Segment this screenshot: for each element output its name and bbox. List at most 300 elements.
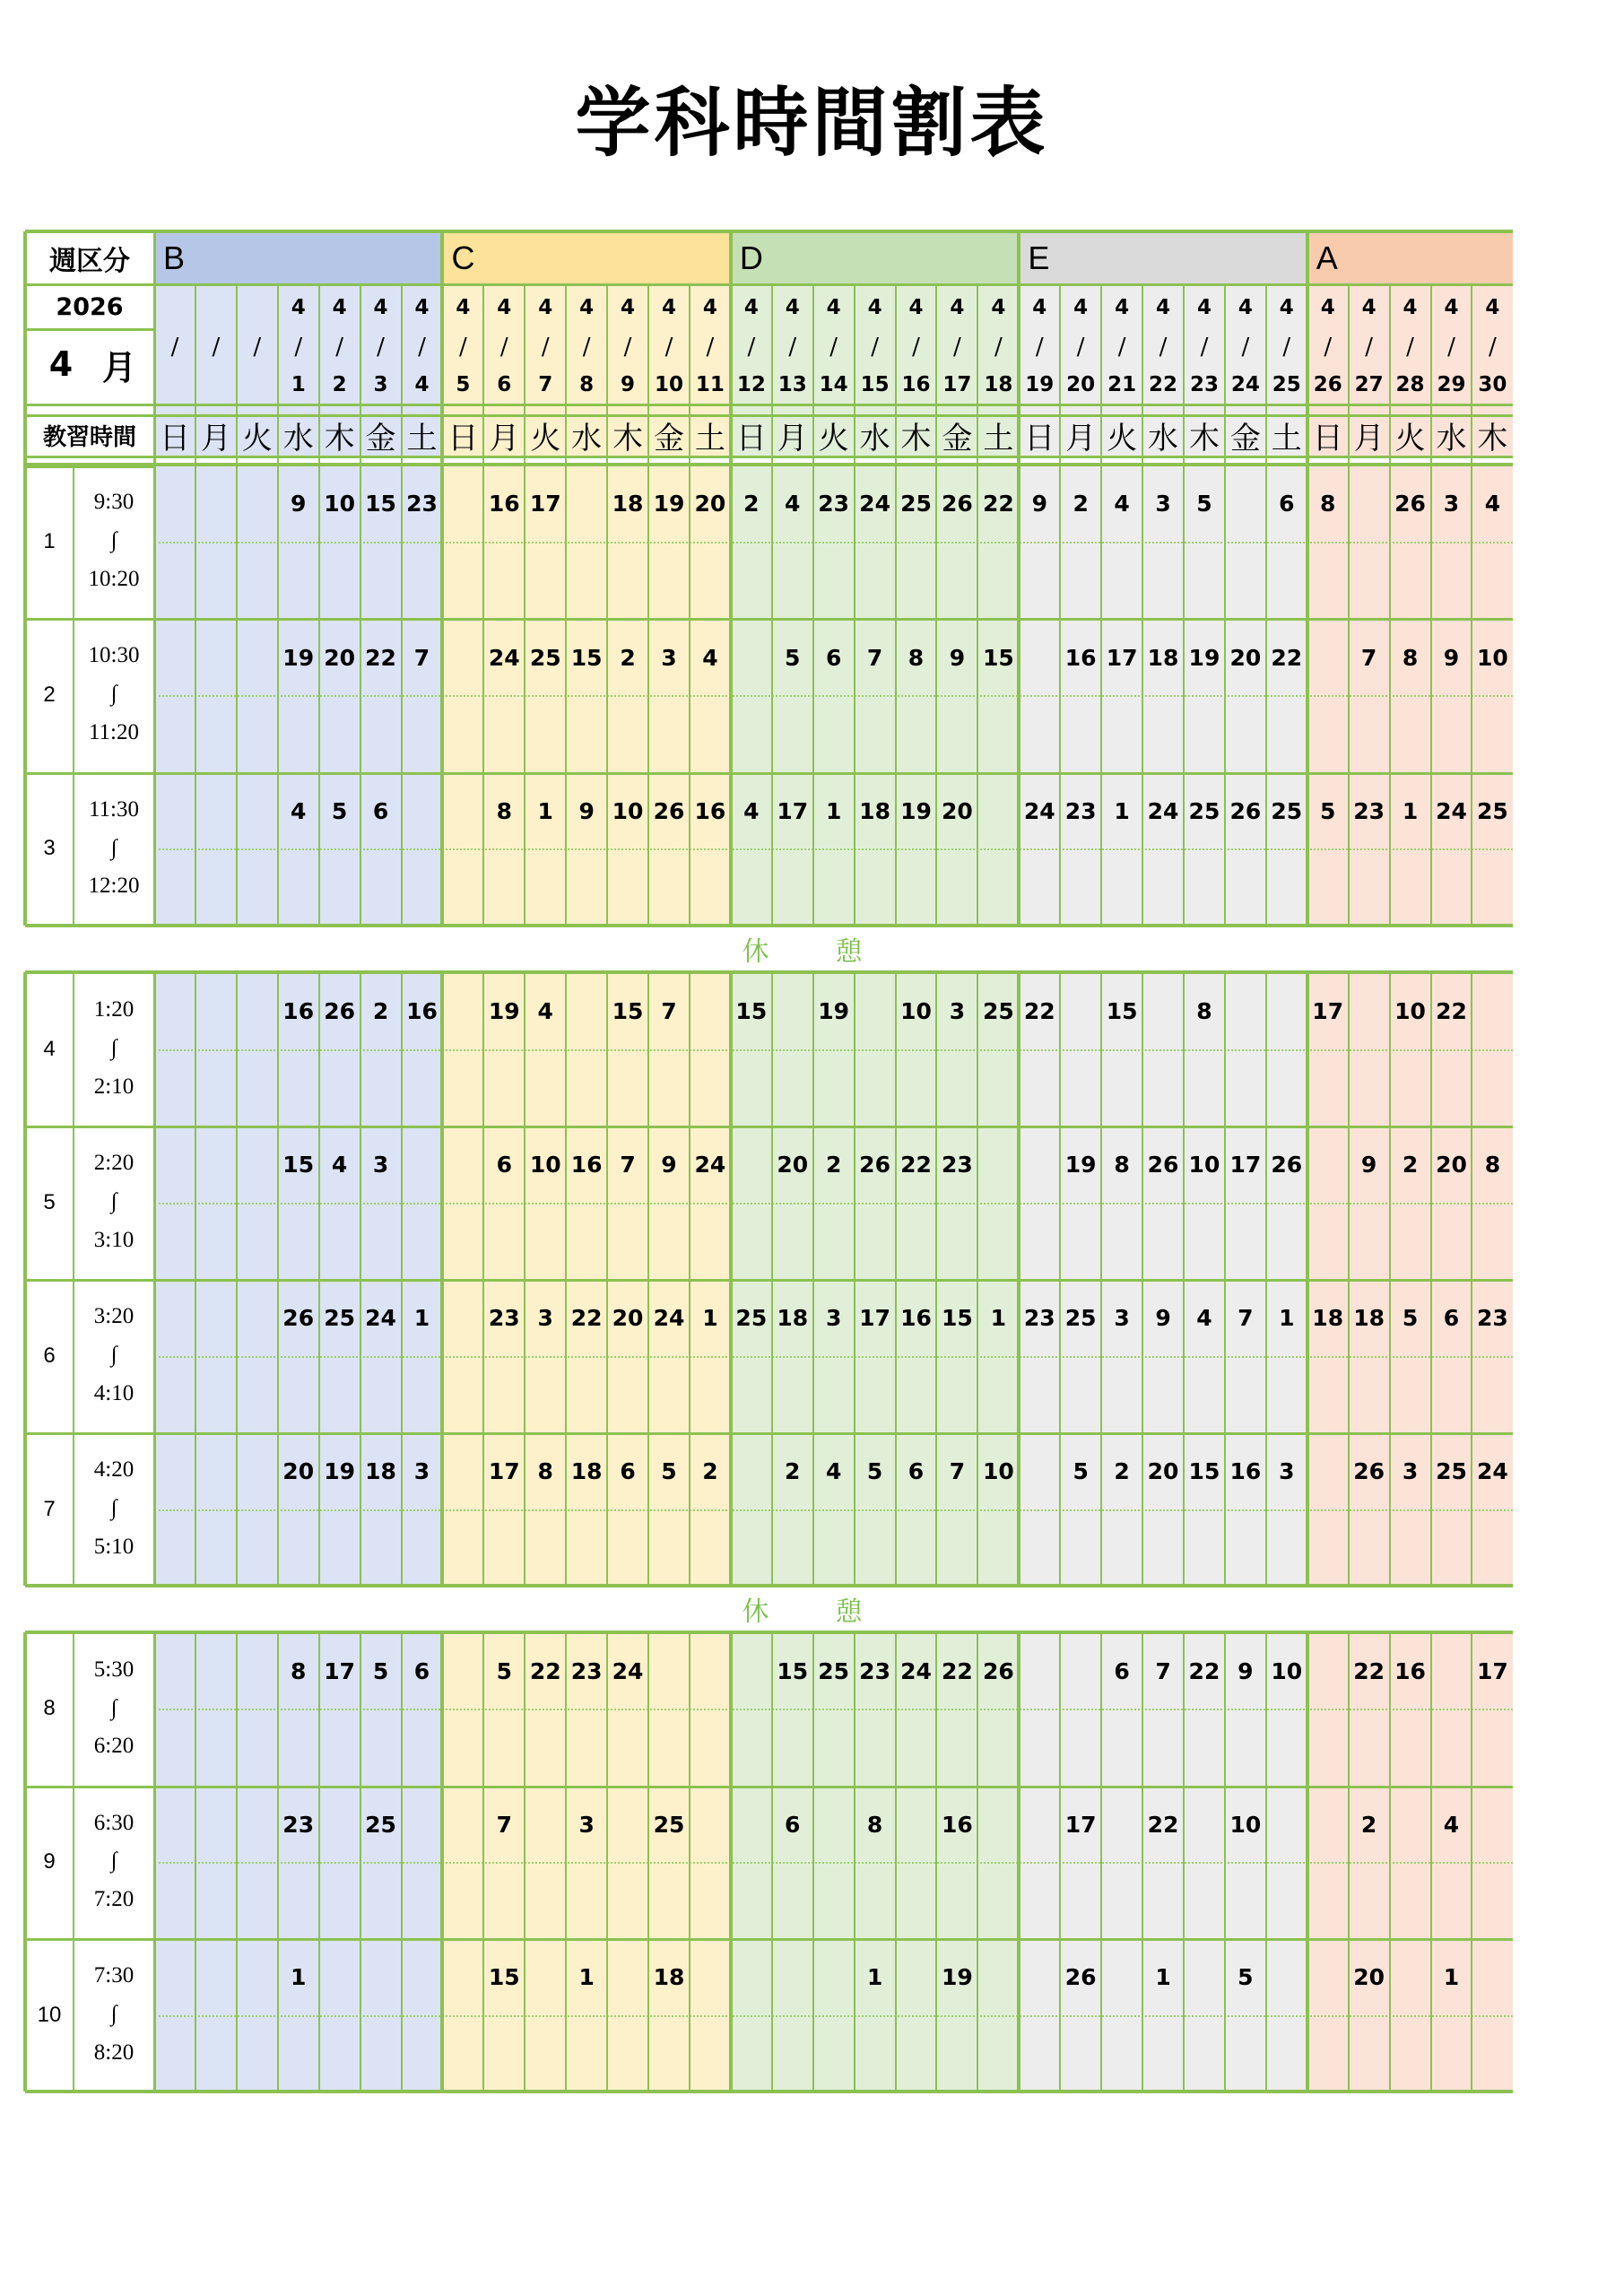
date-month: 4 [1320, 296, 1335, 319]
date-slash-icon: ∕ [1241, 334, 1250, 361]
period-end-time: 5:10 [93, 1534, 135, 1559]
date-day: 19 [1025, 373, 1055, 396]
period-start-time: 5:30 [93, 1657, 135, 1682]
class-number: 3 [1279, 1458, 1295, 1485]
class-number: 25 [529, 644, 561, 671]
dotted-line [154, 1709, 1513, 1710]
class-number: 23 [488, 1305, 520, 1332]
class-number [813, 1789, 855, 1860]
class-number: 17 [859, 1305, 890, 1332]
period-separator: ∫ [110, 2002, 117, 2026]
date-month: 4 [1361, 296, 1376, 319]
grid-line [977, 972, 978, 1586]
class-number: 26 [653, 797, 685, 824]
class-number: 2 [1114, 1458, 1130, 1485]
dotted-line [154, 848, 1513, 850]
class-number: 19 [1064, 1152, 1097, 1178]
class-number: 25 [653, 1811, 685, 1838]
period-separator: ∫ [110, 1848, 117, 1874]
date-slash-icon: ∕ [418, 334, 426, 361]
period-start-time: 1:20 [93, 997, 135, 1022]
class-number: 22 [1271, 644, 1303, 671]
period-number: 7 [43, 1496, 56, 1521]
grid-line [895, 285, 897, 465]
weekday-label: 金 [365, 420, 396, 457]
dotted-line [154, 542, 1513, 544]
class-number: 3 [949, 998, 966, 1025]
class-number [1019, 1789, 1060, 1860]
dotted-line [154, 695, 1513, 697]
class-number: 7 [661, 998, 677, 1025]
class-number: 17 [1476, 1658, 1508, 1685]
class-number: 1 [1402, 797, 1419, 824]
class-number [977, 1129, 1019, 1201]
grid-line [440, 465, 444, 926]
class-number: 22 [365, 644, 396, 671]
grid-line [1389, 465, 1391, 926]
class-number: 5 [661, 1458, 677, 1485]
date-day: 14 [819, 373, 848, 396]
grid-line [25, 1786, 1513, 1788]
class-number: 9 [1443, 644, 1460, 671]
date-month: 4 [1485, 296, 1500, 319]
grid-line [25, 1938, 1513, 1941]
class-number: 26 [982, 1658, 1014, 1685]
grid-line [25, 414, 1513, 417]
period-end-time: 8:20 [93, 2039, 135, 2065]
grid-line [360, 285, 361, 465]
date-day: 18 [984, 373, 1013, 396]
dotted-line [154, 1049, 1513, 1051]
date-slash-icon: ∕ [912, 334, 920, 361]
grid-line [729, 231, 733, 465]
date-day: 27 [1354, 373, 1384, 396]
class-number: 20 [1353, 1964, 1385, 1991]
date-day: 30 [1478, 373, 1507, 396]
class-number: 18 [1353, 1305, 1385, 1332]
grid-line [729, 1632, 733, 2092]
period-end-time: 6:20 [93, 1734, 135, 1759]
class-number: 25 [1476, 797, 1508, 824]
grid-line [318, 285, 320, 465]
grid-line [606, 465, 608, 926]
class-number [566, 976, 607, 1048]
class-number: 16 [900, 1305, 932, 1332]
year-label: 2026 [56, 292, 124, 321]
weekday-label: 土 [406, 420, 438, 457]
grid-line [1224, 285, 1226, 465]
class-number [154, 1636, 195, 1707]
class-number: 5 [866, 1458, 883, 1485]
class-number: 16 [1064, 644, 1097, 671]
class-number [731, 1129, 772, 1201]
weekday-label: 火 [1394, 420, 1426, 457]
month-unit: 月 [101, 347, 136, 387]
date-day: 8 [579, 373, 595, 396]
class-number: 2 [1360, 1811, 1377, 1838]
grid-line [1265, 465, 1267, 926]
grid-line [647, 465, 649, 926]
class-number [319, 1942, 360, 2013]
class-number: 18 [1147, 644, 1179, 671]
class-number: 15 [942, 1305, 973, 1332]
period-number: 2 [43, 682, 56, 707]
grid-line [236, 285, 238, 465]
grid-line [854, 285, 855, 465]
class-number: 23 [1023, 1305, 1055, 1332]
grid-line [318, 972, 320, 1586]
class-number [731, 622, 772, 693]
class-number [1307, 622, 1349, 693]
class-number [1349, 468, 1390, 540]
grid-line [401, 1632, 403, 2092]
class-number: 16 [282, 998, 315, 1025]
grid-line [689, 285, 690, 465]
grid-line [1017, 972, 1020, 1586]
grid-line [153, 231, 156, 465]
week-name-label: E [1028, 239, 1050, 276]
class-number: 4 [1484, 491, 1501, 517]
class-number: 8 [1484, 1152, 1501, 1178]
grid-line [1142, 1632, 1143, 2092]
class-number: 10 [1271, 1658, 1303, 1685]
grid-line [25, 456, 1513, 458]
class-number: 23 [859, 1658, 890, 1685]
class-number: 19 [942, 1964, 973, 1991]
class-number [237, 776, 278, 848]
period-end-time: 12:20 [88, 874, 140, 899]
class-number: 26 [1229, 797, 1262, 824]
grid-line [23, 1632, 27, 2092]
class-number [525, 1942, 566, 2013]
class-number: 3 [1402, 1458, 1419, 1485]
grid-line [1306, 231, 1309, 465]
class-number [690, 976, 731, 1048]
period-start-time: 3:20 [93, 1304, 135, 1329]
grid-line [935, 972, 937, 1586]
class-number: 22 [1188, 1658, 1220, 1685]
class-number: 9 [1031, 491, 1047, 517]
date-slash-icon: ∕ [1489, 334, 1497, 361]
class-number: 10 [1476, 644, 1508, 671]
weekday-label: 木 [1188, 420, 1220, 457]
grid-line [482, 285, 484, 465]
class-number: 5 [496, 1658, 513, 1685]
date-month: 4 [1196, 296, 1211, 319]
grid-line [689, 1632, 690, 2092]
dotted-line [154, 1509, 1513, 1511]
class-number: 24 [1476, 1458, 1508, 1485]
class-number [237, 1789, 278, 1860]
class-number: 9 [661, 1152, 677, 1178]
class-number: 9 [1155, 1305, 1171, 1332]
date-day: 21 [1107, 373, 1137, 396]
weekday-label: 木 [324, 420, 355, 457]
grid-line [1224, 972, 1226, 1586]
class-number: 18 [1312, 1305, 1344, 1332]
date-month: 4 [1279, 296, 1294, 319]
date-month: 4 [1444, 296, 1459, 319]
grid-line [935, 465, 937, 926]
class-number [1019, 622, 1060, 693]
grid-line [1183, 972, 1185, 1586]
grid-line [277, 972, 279, 1586]
grid-line [360, 1632, 361, 2092]
class-number [1307, 1436, 1349, 1508]
grid-line [1059, 972, 1061, 1586]
class-number: 8 [1114, 1152, 1130, 1178]
date-day: 23 [1189, 373, 1219, 396]
week-name-label: C [451, 239, 475, 276]
grid-line [25, 404, 1513, 406]
class-number: 26 [859, 1152, 890, 1178]
grid-line [812, 285, 814, 465]
class-number: 23 [1064, 797, 1097, 824]
weekday-label: 水 [282, 420, 314, 457]
class-number: 25 [1188, 797, 1220, 824]
grid-line [440, 231, 444, 465]
class-number: 10 [982, 1458, 1014, 1485]
class-number: 3 [1114, 1305, 1130, 1332]
class-number: 22 [570, 1305, 603, 1332]
class-number [442, 468, 483, 540]
grid-line [524, 465, 525, 926]
class-number [442, 976, 483, 1048]
grid-line [25, 618, 1513, 621]
grid-line [25, 1631, 1513, 1634]
date-slash-icon: ∕ [294, 334, 303, 361]
class-number [195, 1789, 237, 1860]
grid-line [1306, 465, 1309, 926]
class-number [1472, 1789, 1513, 1860]
weekday-label: 木 [900, 420, 932, 457]
period-start-time: 7:30 [93, 1963, 135, 1988]
period-separator: ∫ [110, 682, 117, 707]
grid-line [895, 1632, 897, 2092]
period-separator: ∫ [110, 1035, 117, 1060]
date-slash-icon: ∕ [953, 334, 961, 361]
grid-line [812, 1632, 814, 2092]
date-day: 11 [695, 373, 725, 396]
date-day: 7 [538, 373, 553, 396]
grid-line [935, 285, 937, 465]
weekday-label: 火 [818, 420, 849, 457]
class-number [525, 1789, 566, 1860]
class-number: 25 [1436, 1458, 1467, 1485]
period-separator: ∫ [110, 527, 117, 552]
date-day: 22 [1149, 373, 1178, 396]
class-number: 16 [570, 1152, 603, 1178]
grid-line [25, 328, 154, 331]
grid-line [1183, 465, 1185, 926]
grid-line [277, 465, 279, 926]
weekday-label: 月 [489, 420, 520, 457]
grid-line [606, 972, 608, 1586]
class-number [1060, 976, 1101, 1048]
class-number [1307, 1789, 1349, 1860]
class-number: 1 [1279, 1305, 1295, 1332]
period-end-time: 4:10 [93, 1380, 135, 1405]
period-end-time: 11:20 [88, 720, 140, 745]
class-number: 1 [825, 797, 842, 824]
week-name-label: B [163, 239, 186, 276]
class-number [402, 776, 443, 848]
class-number [1266, 976, 1307, 1048]
class-number [154, 1436, 195, 1508]
class-number: 2 [620, 644, 636, 671]
weekday-label: 土 [694, 420, 725, 457]
class-number: 18 [570, 1458, 603, 1485]
weekday-label: 土 [983, 420, 1014, 457]
class-number: 17 [1064, 1811, 1097, 1838]
class-number [402, 1789, 443, 1860]
class-number: 19 [818, 998, 850, 1025]
class-number: 17 [324, 1658, 356, 1685]
class-number: 7 [1238, 1305, 1254, 1332]
week-section-label: 週区分 [49, 246, 130, 277]
weekday-label: 水 [1148, 420, 1179, 457]
weekday-label: 月 [200, 420, 231, 457]
weekday-label: 金 [653, 420, 684, 457]
class-number: 20 [282, 1458, 315, 1485]
date-day: 24 [1230, 373, 1260, 396]
date-month: 4 [1156, 296, 1171, 319]
class-number: 2 [372, 998, 389, 1025]
grid-line [935, 1632, 937, 2092]
class-number: 4 [1114, 491, 1130, 517]
grid-line [977, 465, 978, 926]
class-number [731, 1942, 772, 2013]
class-number [154, 1789, 195, 1860]
class-number [1472, 1942, 1513, 2013]
class-number: 6 [1443, 1305, 1460, 1332]
class-number: 8 [291, 1658, 307, 1685]
class-number: 6 [413, 1658, 430, 1685]
class-number: 22 [900, 1152, 932, 1178]
class-number [154, 776, 195, 848]
class-number [1390, 1942, 1431, 2013]
period-start-time: 10:30 [88, 643, 140, 668]
date-slash-icon: ∕ [788, 334, 797, 361]
grid-line [895, 972, 897, 1586]
period-number: 5 [43, 1189, 56, 1214]
class-number [195, 776, 237, 848]
grid-line [23, 465, 27, 926]
class-number [360, 1942, 402, 2013]
class-number: 3 [413, 1458, 430, 1485]
class-number [154, 1942, 195, 2013]
dotted-line [154, 2015, 1513, 2017]
class-number: 3 [1155, 491, 1171, 517]
grid-line [401, 285, 403, 465]
grid-line [1059, 465, 1061, 926]
date-month: 4 [950, 296, 965, 319]
class-number: 5 [1196, 491, 1212, 517]
grid-line [1142, 285, 1143, 465]
weekday-label: 水 [1436, 420, 1467, 457]
grid-line [565, 465, 567, 926]
class-number [237, 1942, 278, 2013]
class-number [195, 1436, 237, 1508]
date-month: 4 [579, 296, 595, 319]
class-number: 22 [529, 1658, 561, 1685]
class-number [772, 1942, 813, 2013]
class-number: 19 [282, 644, 315, 671]
week-name-label: A [1316, 239, 1338, 276]
date-slash-icon: ∕ [582, 334, 591, 361]
grid-line [647, 1632, 649, 2092]
date-day: 1 [291, 373, 306, 396]
class-number: 23 [1353, 797, 1385, 824]
weekday-label: 火 [1107, 420, 1138, 457]
class-number: 19 [1188, 644, 1220, 671]
grid-line [1389, 1632, 1391, 2092]
class-number [731, 1636, 772, 1707]
class-number: 7 [949, 1458, 966, 1485]
date-month: 4 [1032, 296, 1047, 319]
class-number: 2 [1402, 1152, 1419, 1178]
weekday-label: 日 [1312, 420, 1343, 457]
date-month: 4 [1403, 296, 1418, 319]
date-day: 29 [1437, 373, 1466, 396]
class-number: 9 [1360, 1152, 1377, 1178]
class-number: 24 [1436, 797, 1467, 824]
period-separator: ∫ [110, 1495, 117, 1520]
period-start-time: 2:20 [93, 1151, 135, 1176]
weekday-label: 木 [612, 420, 644, 457]
date-month: 4 [497, 296, 512, 319]
class-number: 23 [942, 1152, 973, 1178]
weekday-label: 水 [859, 420, 890, 457]
grid-line [482, 465, 484, 926]
class-number: 16 [942, 1811, 973, 1838]
class-number [237, 1636, 278, 1707]
grid-line [1306, 1632, 1309, 2092]
class-number [237, 622, 278, 693]
date-slash-icon: ∕ [377, 334, 385, 361]
class-number: 18 [653, 1964, 685, 1991]
grid-line [771, 285, 773, 465]
date-day: 17 [942, 373, 972, 396]
date-month: 4 [1238, 296, 1253, 319]
page-title: 学科時間割表 [575, 79, 1049, 167]
date-slash-icon: ∕ [1200, 334, 1209, 361]
class-number [154, 1129, 195, 1201]
class-number: 7 [1155, 1658, 1171, 1685]
class-number: 4 [331, 1152, 348, 1178]
grid-line [482, 1632, 484, 2092]
grid-line [1306, 972, 1309, 1586]
class-number: 6 [908, 1458, 925, 1485]
grid-line [25, 463, 1513, 466]
class-number [690, 1789, 731, 1860]
class-number: 4 [702, 644, 718, 671]
period-number: 6 [43, 1343, 56, 1368]
class-number [195, 1942, 237, 2013]
class-number [648, 1636, 690, 1707]
class-number: 15 [488, 1964, 520, 1991]
date-month: 4 [867, 296, 882, 319]
date-month: 4 [414, 296, 430, 319]
class-number: 5 [1320, 797, 1336, 824]
grid-line [606, 1632, 608, 2092]
grid-line [360, 465, 361, 926]
grid-line [73, 465, 74, 926]
class-number: 6 [496, 1152, 513, 1178]
class-number: 1 [413, 1305, 430, 1332]
period-number: 9 [43, 1848, 56, 1874]
grid-line [1224, 1632, 1226, 2092]
